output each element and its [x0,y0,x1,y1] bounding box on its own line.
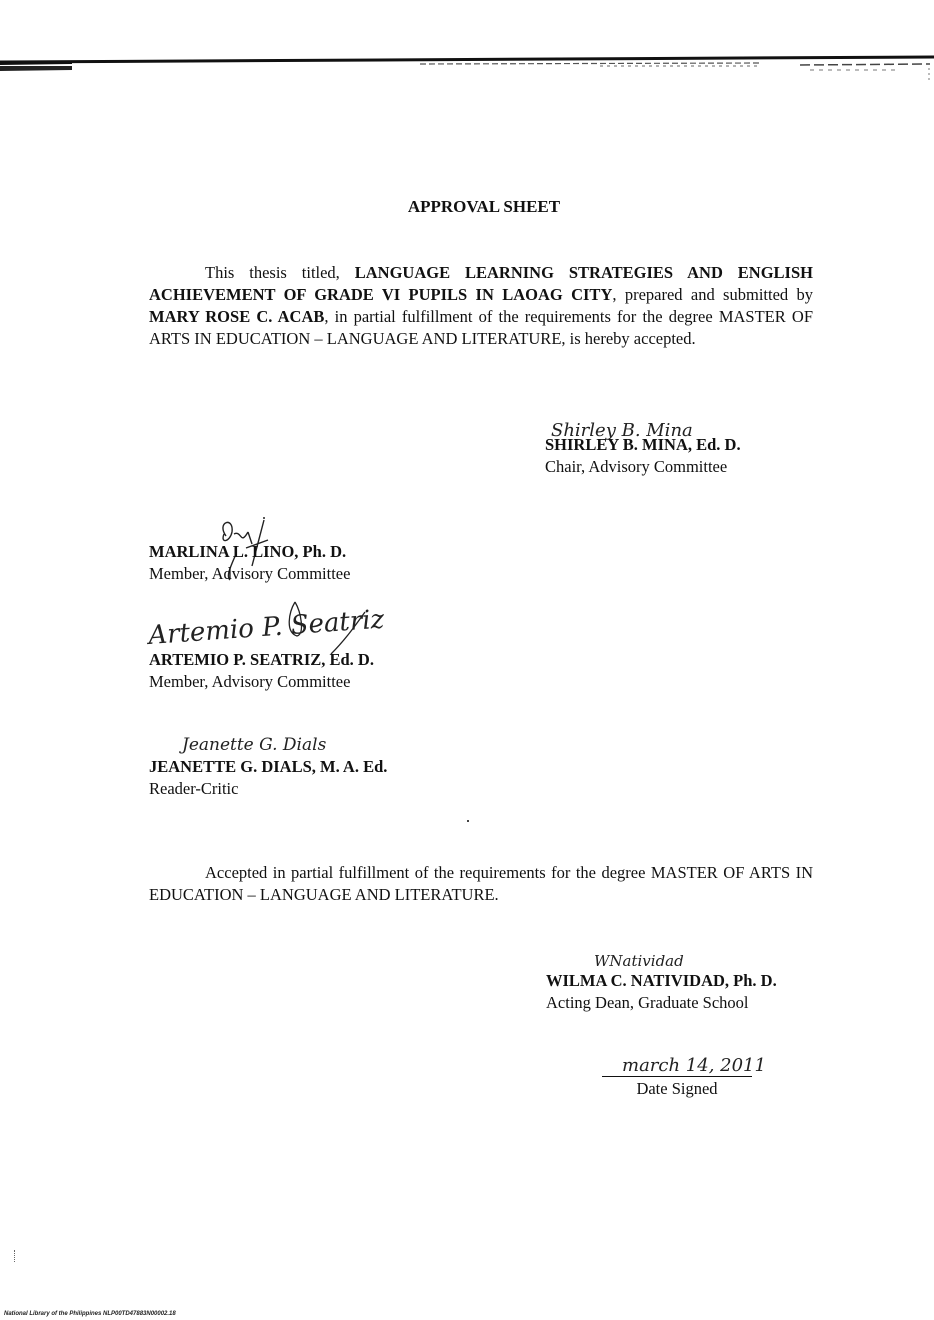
acceptance-paragraph [149,862,813,906]
member1-name: MARLINA L. LINO, Ph. D. [149,542,347,561]
acceptance-text: Accepted in partial fulfillment of the requirements for the degree MASTER OF ARTS IN EDUCATION – LANGUAGE AND LITERATURE. [149,863,813,904]
dean-signature [590,940,720,974]
member1-role: Member, Advisory Committee [149,564,351,583]
thesis-title: LANGUAGE LEARNING STRATEGIES AND ENGLISH ACHIEVEMENT OF GRADE VI PUPILS IN LAOAG CITY [149,263,813,304]
member1-block [149,541,350,585]
date-line [602,1076,752,1077]
body-text-1: This thesis titled, [205,263,355,282]
critic-role: Reader-Critic [149,779,239,798]
member2-name: ARTEMIO P. SEATRIZ, Ed. D. [149,650,374,669]
chair-role: Chair, Advisory Committee [545,457,728,476]
member2-block [149,649,374,693]
author-name: MARY ROSE C. ACAB [149,307,325,326]
footer-stamp: National Library of the Philippines NLP00TD47883N00002.18 [4,1311,176,1317]
critic-block [149,756,387,800]
page-title: APPROVAL SHEET [407,197,561,216]
dean-signature-text: WNatividad [594,952,684,970]
date-label: Date Signed [636,1079,718,1098]
chair-block [545,434,741,478]
critic-signature-text: Jeanette G. Dials [182,735,327,755]
chair-name: SHIRLEY B. MINA, Ed. D. [545,435,741,454]
member2-signature-text: Artemio P. Seatriz [147,604,386,651]
date-handwritten [618,1046,768,1078]
dean-role: Acting Dean, Graduate School [546,993,749,1012]
critic-name: JEANETTE G. DIALS, M. A. Ed. [149,757,388,776]
body-text-3: , in partial fulfillment of the requirements for the degree MASTER OF ARTS IN EDUCATION – LANGUAGE AND LITERATURE, is hereby accepted. [149,307,813,348]
critic-signature [178,726,358,760]
chair-signature-text: Shirley B. Mina [551,420,693,441]
dean-name: WILMA C. NATIVIDAD, Ph. D. [546,971,777,990]
scan-speck [467,820,469,822]
body-text-2: , prepared and submitted by [612,285,813,304]
dean-block [546,970,777,1014]
approval-paragraph [149,262,813,350]
scan-top-edge [0,0,934,80]
date-value: march 14, 2011 [622,1055,766,1076]
member2-role: Member, Advisory Committee [149,672,351,691]
scan-mark [14,1250,16,1262]
